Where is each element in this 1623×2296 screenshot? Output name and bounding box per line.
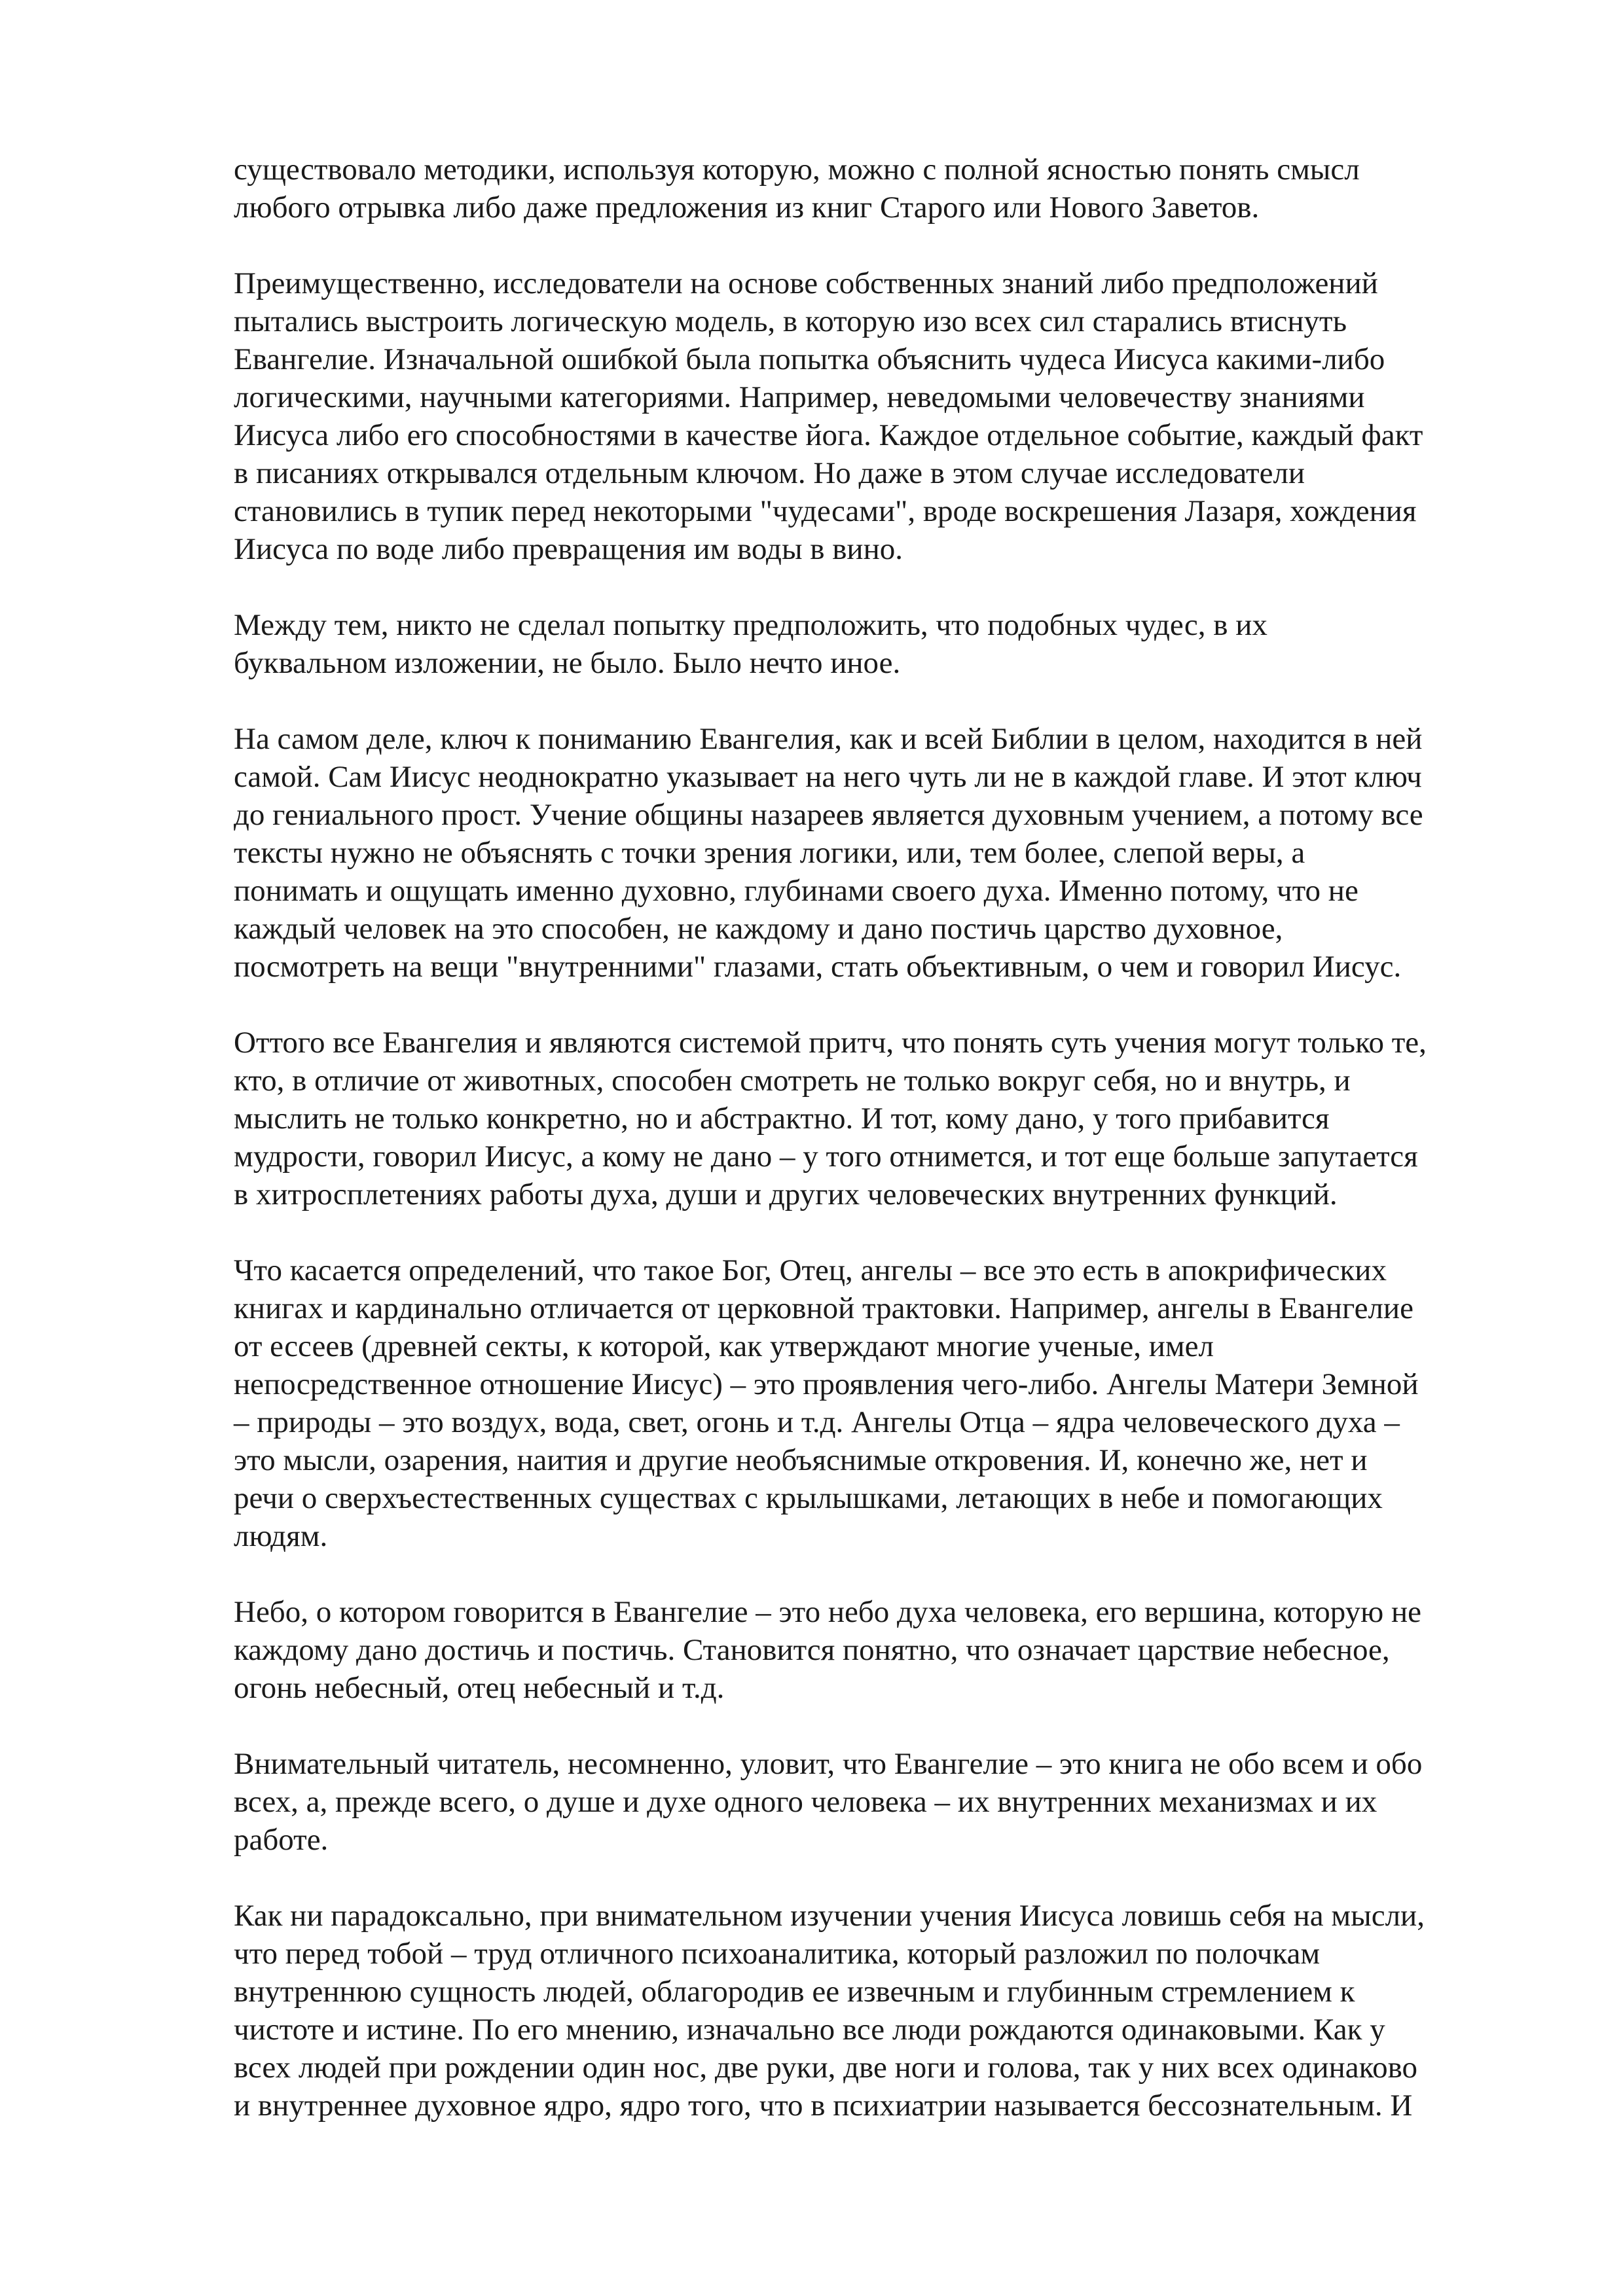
paragraph-1: существовало методики, используя которую, можно с полной ясностью понять смысл любого отрывка либо даже предложения из книг Старого или Нового Заветов. — [234, 152, 1360, 224]
paragraph-6: Что касается определений, что такое Бог, Отец, ангелы – все это есть в апокрифических книгах и кардинально отличается от церковной трактовки. Например, ангелы в Евангелие от ессеев (древней секты, к которой, как утверждают многие ученые, имел непосредственное отношение Иисус) – это проявления чего-либо. Ангелы Матери Земной – природы – это воздух, вода, свет, огонь и т.д. Ангелы Отца – ядра человеческого духа – это мысли, озарения, наития и другие необъяснимые откровения. И, конечно же, нет и речи о сверхъестественных существах с крылышками, летающих в небе и помогающих людям. — [234, 1253, 1419, 1553]
paragraph-4: На самом деле, ключ к пониманию Евангелия, как и всей Библии в целом, находится в ней самой. Сам Иисус неоднократно указывает на него чуть ли не в каждой главе. И этот ключ до гениального прост. Учение общины назареев является духовным учением, а потому все тексты нужно не объяснять с точки зрения логики, или, тем более, слепой веры, а понимать и ощущать именно духовно, глубинами своего духа. Именно потому, что не каждый человек на это способен, не каждому и дано постичь царство духовное, посмотреть на вещи "внутренними" глазами, стать объективным, о чем и говорил Иисус. — [234, 722, 1423, 984]
paragraph-7: Небо, о котором говорится в Евангелие – это небо духа человека, его вершина, которую не каждому дано достичь и постичь. Становится понятно, что означает царствие небесное, огонь небесный, отец небесный и т.д. — [234, 1595, 1421, 1705]
document-page — [234, 151, 1537, 2125]
paragraph-2: Преимущественно, исследователи на основе собственных знаний либо предположений пытались выстроить логическую модель, в которую изо всех сил старались втиснуть Евангелие. Изначальной ошибкой была попытка объяснить чудеса Иисуса какими-либо логическими, научными категориями. Например, неведомыми человечеству знаниями Иисуса либо его способностями в качестве йога. Каждое отдельное событие, каждый факт в писаниях открывался отдельным ключом. Но даже в этом случае исследователи становились в тупик перед некоторыми "чудесами", вроде воскрешения Лазаря, хождения Иисуса по воде либо превращения им воды в вино. — [234, 266, 1423, 566]
paragraph-9: Как ни парадоксально, при внимательном изучении учения Иисуса ловишь себя на мысли, что перед тобой – труд отличного психоаналитика, который разложил по полочкам внутреннюю сущность людей, облагородив ее извечным и глубинным стремлением к чистоте и истине. По его мнению, изначально все люди рождаются одинаковыми. Как у всех людей при рождении один нос, две руки, две ноги и голова, так у них всех одинаково и внутреннее духовное ядро, ядро того, что в психиатрии называется бессознательным. И — [234, 1899, 1425, 2123]
paragraph-8: Внимательный читатель, несомненно, уловит, что Евангелие – это книга не обо всем и обо всех, а, прежде всего, о душе и духе одного человека – их внутренних механизмах и их работе. — [234, 1747, 1423, 1857]
paragraph-5: Оттого все Евангелия и являются системой притч, что понять суть учения могут только те, кто, в отличие от животных, способен смотреть не только вокруг себя, но и внутрь, и мыслить не только конкретно, но и абстрактно. И тот, кому дано, у того прибавится мудрости, говорил Иисус, а кому не дано – у того отнимется, и тот еще больше запутается в хитросплетениях работы духа, души и других человеческих внутренних функций. — [234, 1026, 1427, 1211]
paragraph-3: Между тем, никто не сделал попытку предположить, что подобных чудес, в их буквальном изложении, не было. Было нечто иное. — [234, 608, 1267, 680]
